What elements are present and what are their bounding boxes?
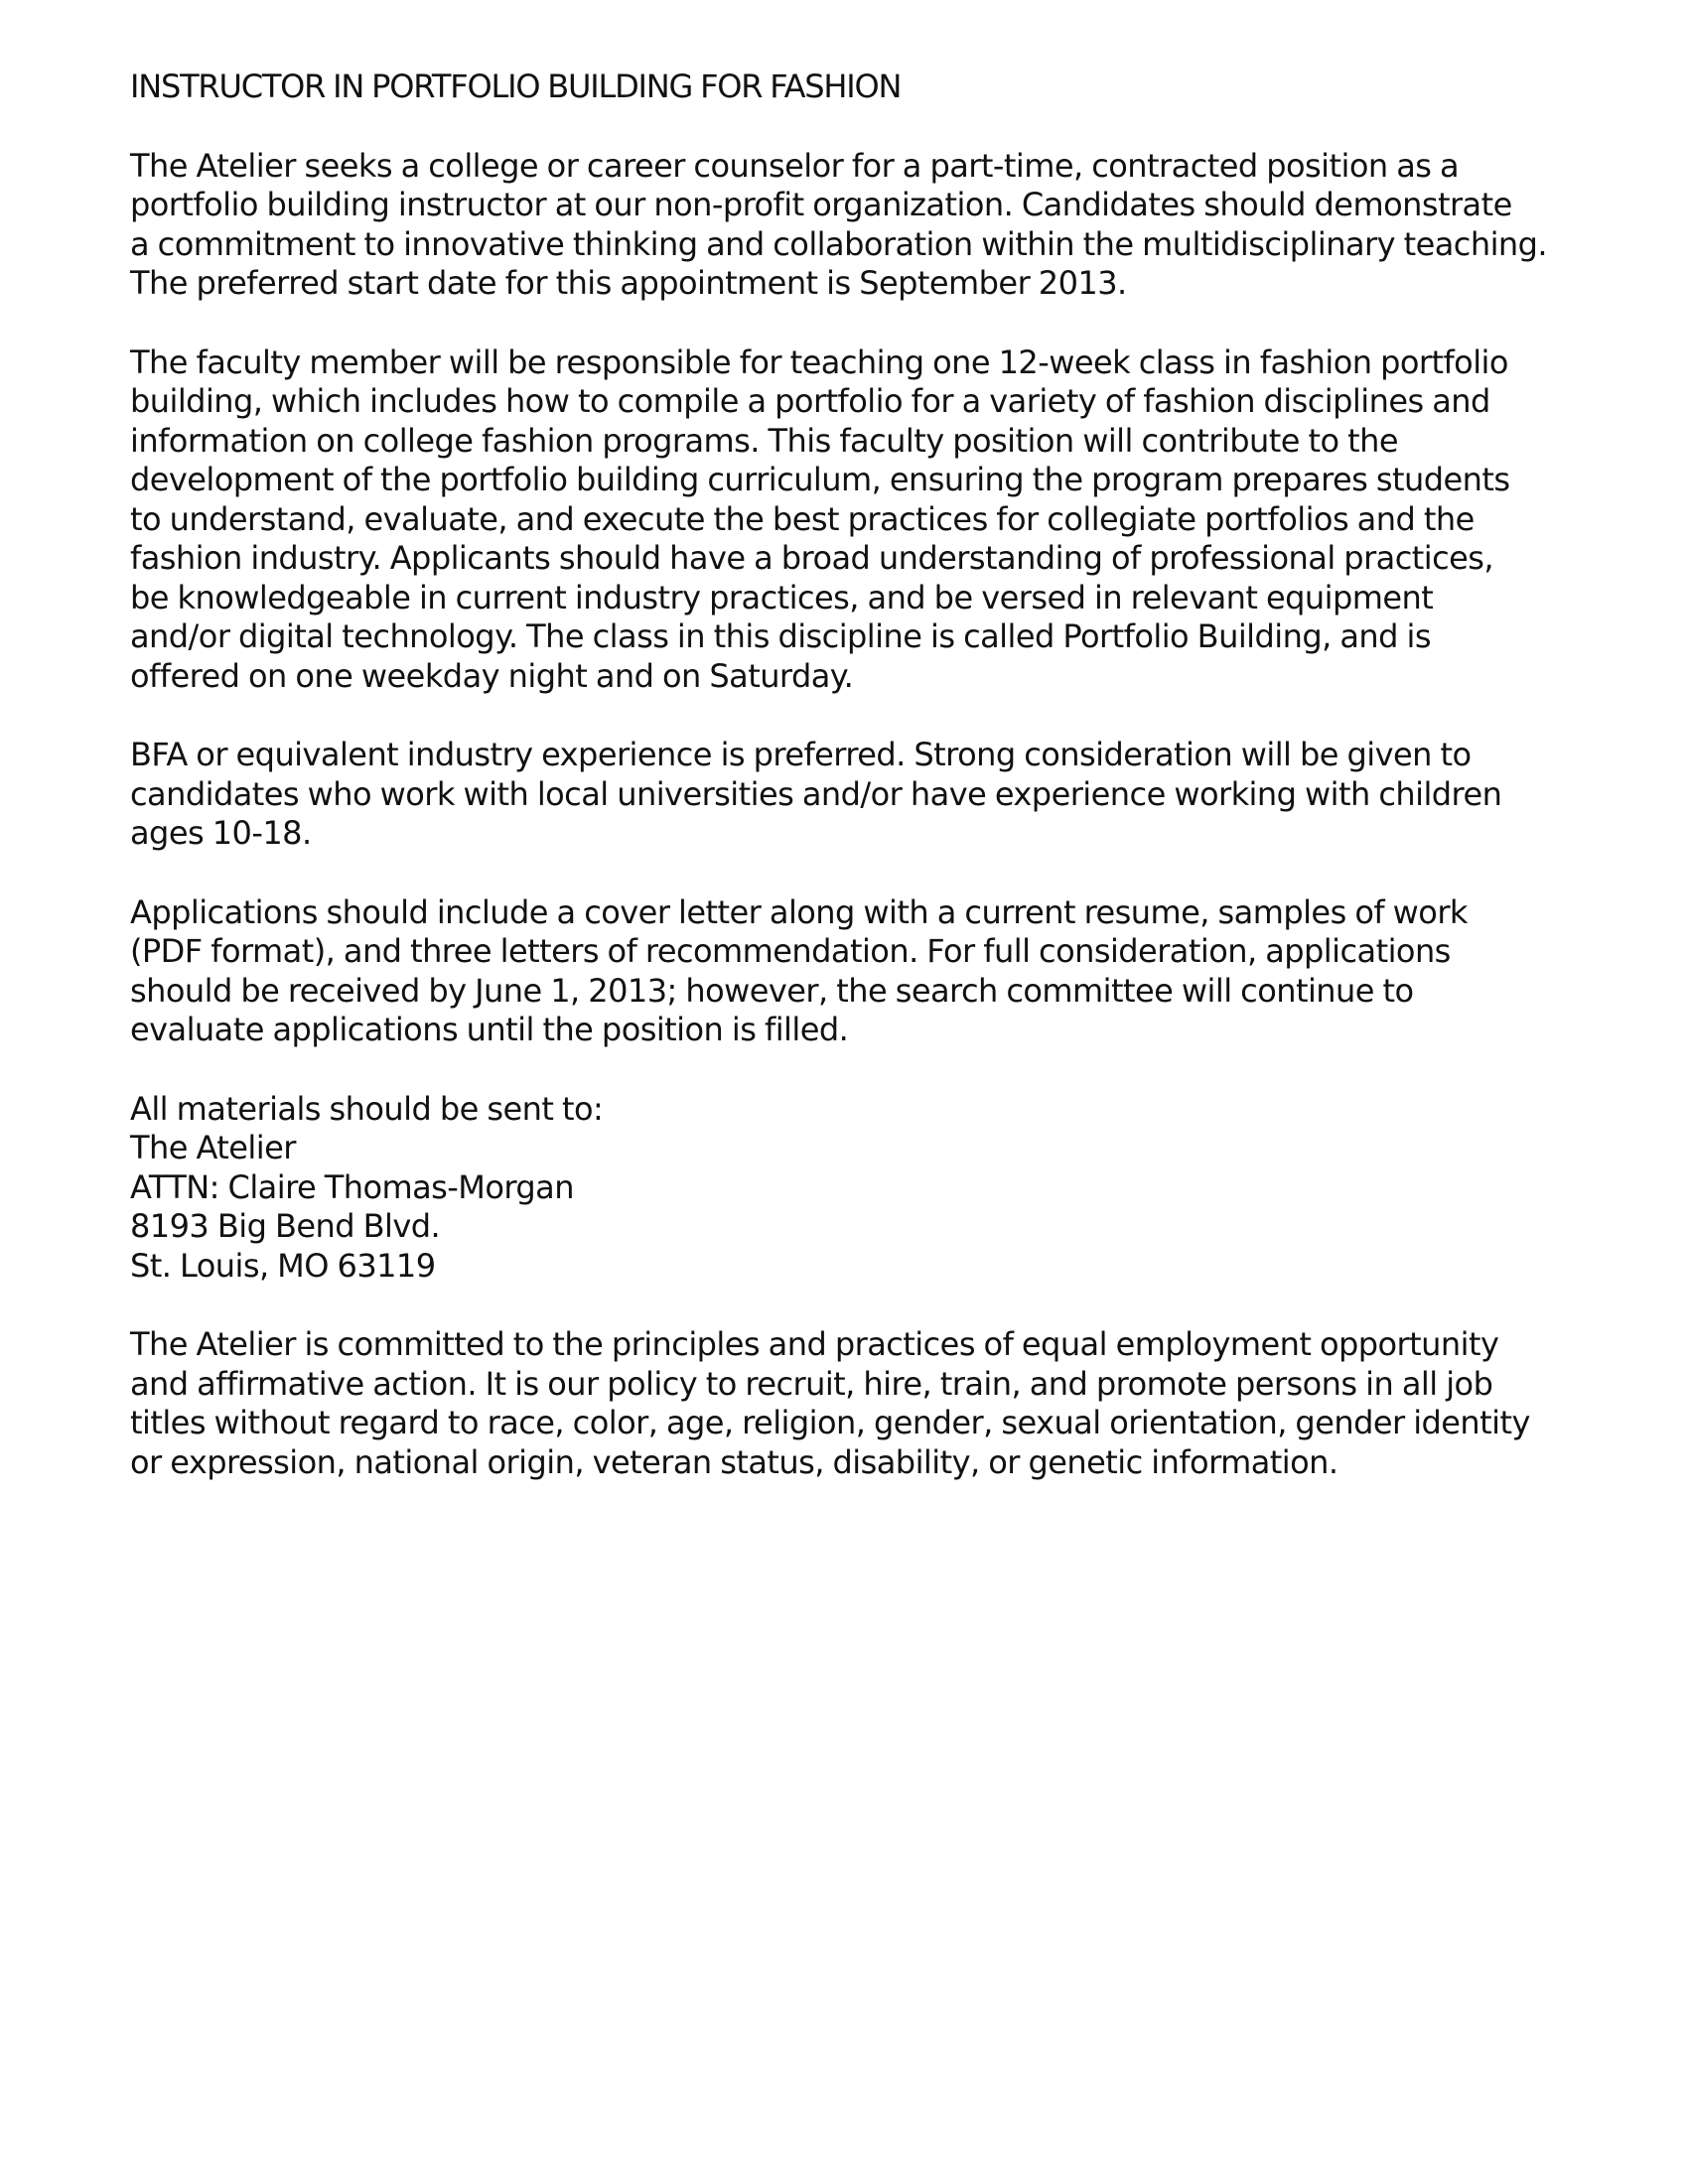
address-city-state-zip: St. Louis, MO 63119	[130, 1246, 436, 1285]
text-line: The Atelier seeks a college or career counselor for a part-time, contracted position as a	[130, 146, 1460, 185]
paragraph-qualifications	[130, 736, 1590, 854]
paragraph-application-instructions	[130, 893, 1590, 1050]
text-line: or expression, national origin, veteran status, disability, or genetic information.	[130, 1442, 1338, 1481]
text-line: to understand, evaluate, and execute the best practices for collegiate portfolios and the	[130, 499, 1475, 538]
text-line: development of the portfolio building curriculum, ensuring the program prepares students	[130, 461, 1510, 498]
paragraph-equal-opportunity	[130, 1325, 1590, 1482]
document-title	[130, 68, 1590, 107]
address-street: 8193 Big Bend Blvd.	[130, 1207, 441, 1245]
text-line: (PDF format), and three letters of recommendation. For full consideration, applications	[130, 932, 1451, 970]
mailing-address	[130, 1090, 1590, 1287]
text-line: and affirmative action. It is our policy to recruit, hire, train, and promote persons in all job	[130, 1364, 1493, 1403]
text-line: fashion industry. Applicants should have a broad understanding of professional practices,	[130, 539, 1494, 577]
text-line: The Atelier is committed to the principles and practices of equal employment opportunity	[130, 1325, 1499, 1363]
text-line: building, which includes how to compile a portfolio for a variety of fashion disciplines and	[130, 382, 1490, 420]
address-organization: The Atelier	[130, 1129, 296, 1166]
text-line: Applications should include a cover letter along with a current resume, samples of work	[130, 892, 1468, 931]
text-line: information on college fashion programs. This faculty position will contribute to the	[130, 421, 1398, 460]
text-line: candidates who work with local universities and/or have experience working with children	[130, 774, 1502, 813]
text-line: The preferred start date for this appointment is September 2013.	[130, 264, 1127, 302]
text-line: titles without regard to race, color, age, religion, gender, sexual orientation, gender identity	[130, 1404, 1530, 1441]
text-line: ages 10-18.	[130, 814, 312, 852]
text-line: BFA or equivalent industry experience is preferred. Strong consideration will be given to	[130, 736, 1472, 773]
address-intro: All materials should be sent to:	[130, 1089, 604, 1128]
text-line: offered on one weekday night and on Saturday.	[130, 656, 854, 695]
text-line: evaluate applications until the position is filled.	[130, 1011, 849, 1048]
title-text: INSTRUCTOR IN PORTFOLIO BUILDING FOR FASHION	[130, 68, 902, 105]
address-attention: ATTN: Claire Thomas-Morgan	[130, 1167, 574, 1206]
paragraph-position-summary	[130, 147, 1590, 304]
text-line: The faculty member will be responsible for teaching one 12-week class in fashion portfolio	[130, 342, 1508, 381]
text-line: be knowledgeable in current industry practices, and be versed in relevant equipment	[130, 578, 1434, 616]
text-line: and/or digital technology. The class in this discipline is called Portfolio Building, and is	[130, 617, 1431, 655]
document-body	[130, 68, 1590, 1522]
text-line: portfolio building instructor at our non-profit organization. Candidates should demonstrate	[130, 186, 1512, 223]
text-line: should be received by June 1, 2013; however, the search committee will continue to	[130, 971, 1414, 1010]
text-line: a commitment to innovative thinking and collaboration within the multidisciplinary teaching.	[130, 224, 1548, 263]
paragraph-responsibilities	[130, 343, 1590, 697]
